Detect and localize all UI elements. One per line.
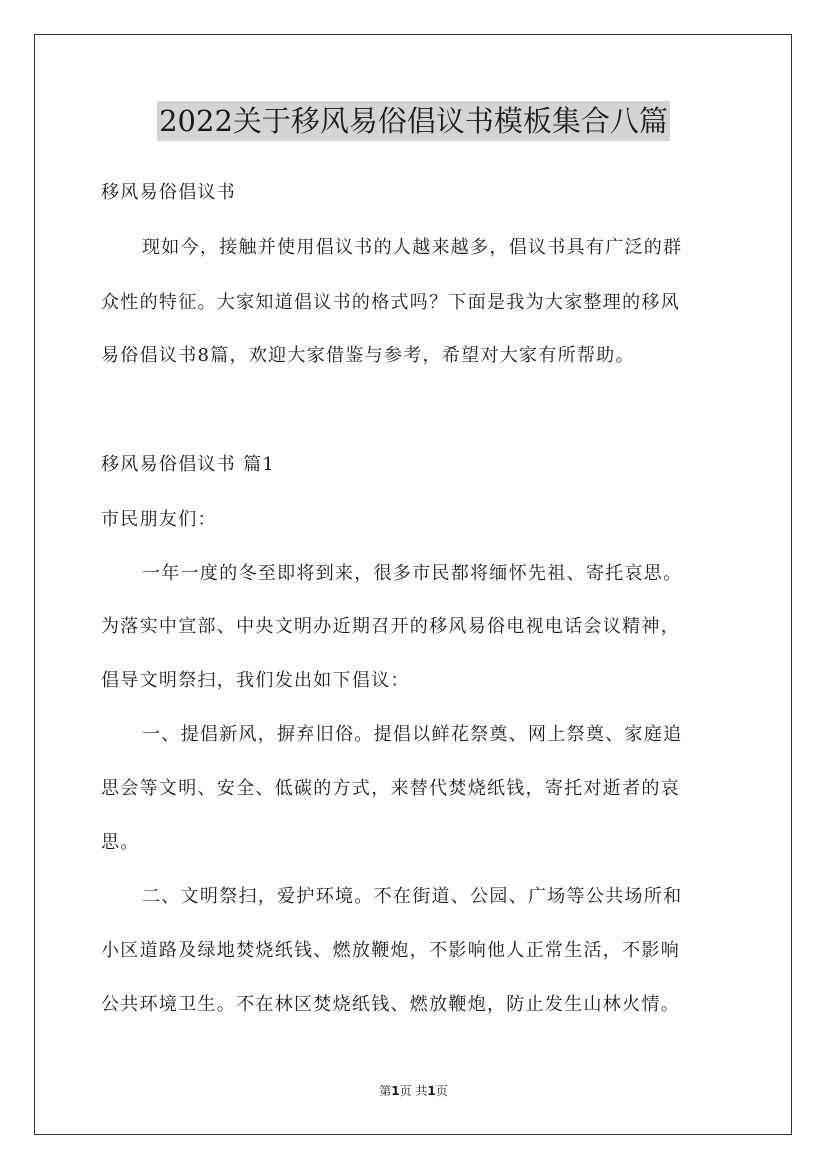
page-footer bbox=[0, 1083, 827, 1099]
paragraph-line: 现如今，接触并使用倡议书的人越来越多，倡议书具有广泛的群 bbox=[142, 237, 683, 258]
paragraph-line: 思会等文明、安全、低碳的方式，来替代焚烧纸钱，寄托对逝者的哀 bbox=[101, 778, 680, 799]
paragraph-line: 倡导文明祭扫，我们发出如下倡议： bbox=[101, 670, 410, 691]
salutation: 市民朋友们： bbox=[101, 509, 217, 530]
paragraph-line: 易俗倡议书8篇，欢迎大家借鉴与参考，希望对大家有所帮助。 bbox=[101, 345, 635, 366]
paragraph-line: 二、文明祭扫，爱护环境。不在街道、公园、广场等公共场所和 bbox=[142, 886, 683, 907]
paragraph-line: 思。 bbox=[101, 832, 140, 853]
footer-mid: 页 共 bbox=[399, 1084, 428, 1098]
footer-total-pages: 1 bbox=[427, 1084, 436, 1098]
paragraph-line: 公共环境卫生。不在林区焚烧纸钱、燃放鞭炮，防止发生山林火情。 bbox=[101, 994, 680, 1015]
footer-page-number: 1 bbox=[391, 1084, 400, 1098]
section-heading: 移风易俗倡议书 篇1 bbox=[101, 454, 276, 475]
document-title: 2022关于移风易俗倡议书模板集合八篇 bbox=[157, 101, 670, 141]
footer-prefix: 第 bbox=[379, 1084, 392, 1098]
footer-suffix: 页 bbox=[435, 1084, 448, 1098]
section-heading: 移风易俗倡议书 bbox=[101, 182, 237, 203]
title-container bbox=[0, 101, 827, 141]
paragraph-line: 众性的特征。大家知道倡议书的格式吗？下面是我为大家整理的移风 bbox=[101, 292, 680, 313]
paragraph-line: 小区道路及绿地焚烧纸钱、燃放鞭炮，不影响他人正常生活，不影响 bbox=[101, 940, 680, 961]
paragraph-line: 为落实中宣部、中央文明办近期召开的移风易俗电视电话会议精神， bbox=[101, 616, 680, 637]
paragraph-line: 一年一度的冬至即将到来，很多市民都将缅怀先祖、寄托哀思。 bbox=[142, 563, 683, 584]
paragraph-line: 一、提倡新风，摒弃旧俗。提倡以鲜花祭奠、网上祭奠、家庭追 bbox=[142, 724, 683, 745]
